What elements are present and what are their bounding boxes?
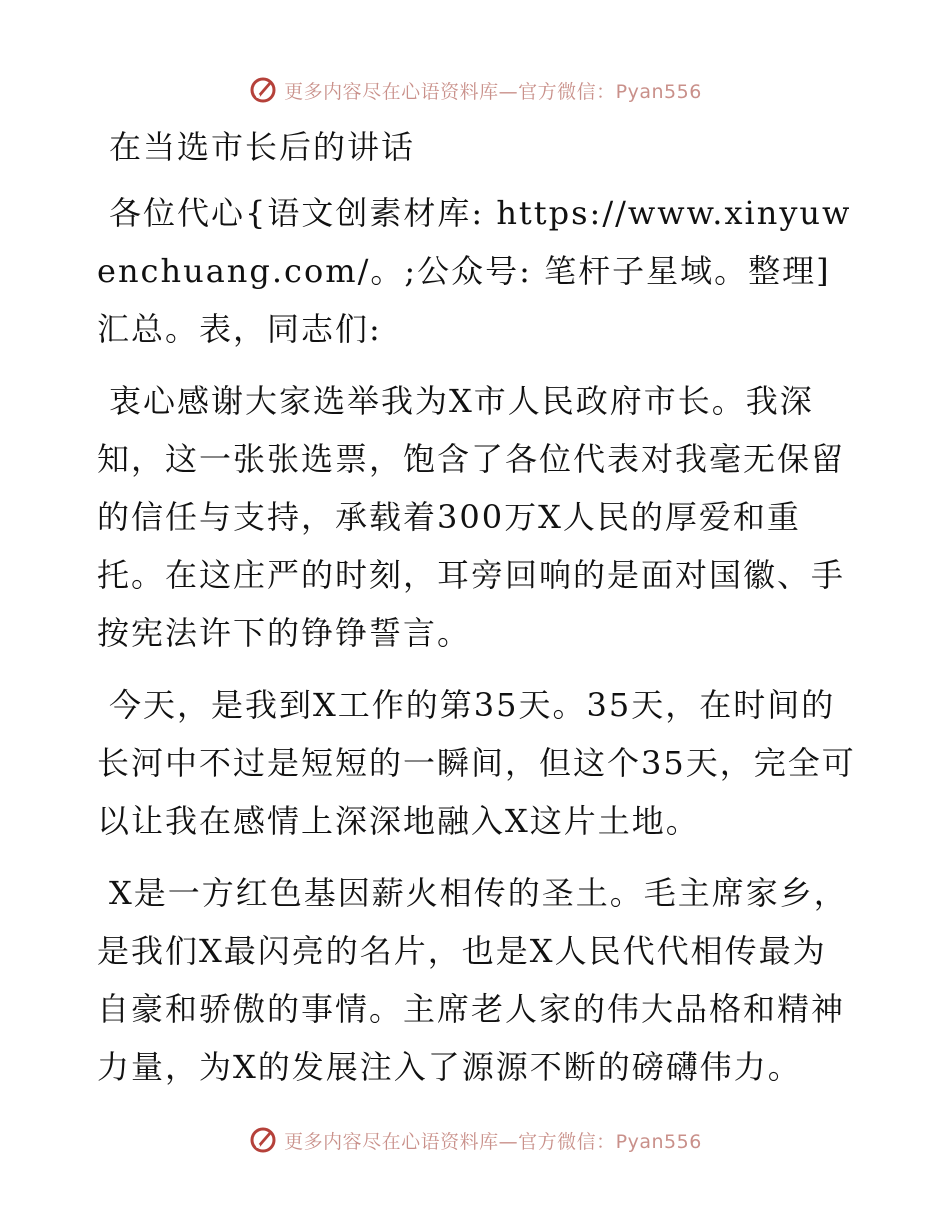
paragraph: 各位代心{语文创素材库: https://www.xinyuwenchuang.com/。;公众号: 笔杆子星域。整理]汇总。表，同志们: bbox=[97, 194, 852, 348]
watermark-text: 更多内容尽在心语资料库—官方微信：Pyan556 bbox=[284, 1130, 702, 1153]
quill-logo-icon bbox=[248, 1125, 278, 1155]
document-title: 在当选市长后的讲话 bbox=[109, 128, 416, 166]
paragraph: 衷心感谢大家选举我为X市人民政府市长。我深知，这一张张选票，饱含了各位代表对我毫无保留的信任与支持，承载着300万X人民的厚爱和重托。在这庄严的时刻，耳旁回响的是面对国徽、手按宪法许下的铮铮誓言。 bbox=[97, 382, 846, 652]
paragraph: X是一方红色基因薪火相传的圣土。毛主席家乡，是我们X最闪亮的名片，也是X人民代代相传最为自豪和骄傲的事情。主席老人家的伟大品格和精神力量，为X的发展注入了源源不断的磅礴伟力。 bbox=[97, 874, 848, 1086]
document-body bbox=[97, 118, 857, 1110]
paragraph: 今天，是我到X工作的第35天。35天，在时间的长河中不过是短短的一瞬间，但这个35天，完全可以让我在感情上深深地融入X这片土地。 bbox=[97, 686, 856, 840]
quill-logo-icon bbox=[248, 75, 278, 105]
header-watermark-banner bbox=[0, 70, 950, 110]
footer-watermark-banner bbox=[0, 1120, 950, 1160]
watermark-text: 更多内容尽在心语资料库—官方微信：Pyan556 bbox=[284, 80, 702, 103]
